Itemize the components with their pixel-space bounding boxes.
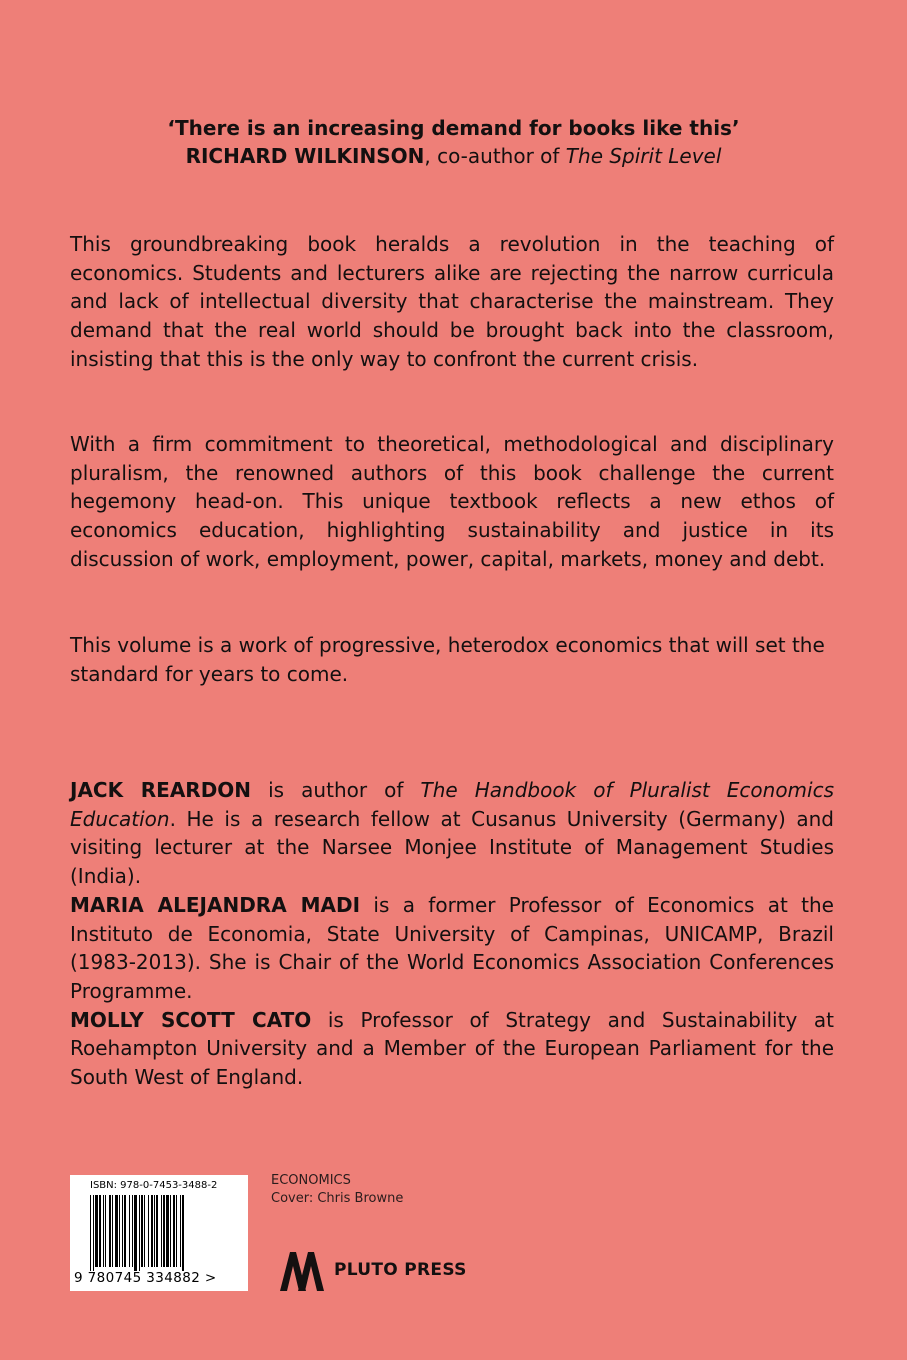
author-bio: [70, 891, 834, 1006]
quote-work-title: The Spirit Level: [565, 144, 722, 168]
publisher-name: PLUTO PRESS: [334, 1260, 467, 1280]
isbn-label: ISBN: 978-0-7453-3488-2: [90, 1180, 218, 1191]
blurb-paragraph: This groundbreaking book heralds a revolution in the teaching of economics. Students and lecturers alike are rejecting the narrow curricula and lack of intellectual diversity that characterise the mainstream. They demand that the real world should be brought back into the classroom, insisting that this is the only way to confront the current crisis.: [70, 232, 834, 371]
author-bio-text: is author of: [251, 778, 421, 802]
endorsement-quote: [0, 114, 907, 170]
book-meta: [271, 1172, 403, 1208]
isbn-barcode: [70, 1175, 248, 1291]
author-bio: [70, 1006, 834, 1092]
quote-role: , co-author of: [424, 144, 566, 168]
author-name: MOLLY SCOTT CATO: [70, 1007, 312, 1032]
author-bio-text: is Professor of Strategy and Sustainability at Roehampton University and a Member of the European Parliament for the South West of England.: [70, 1007, 834, 1090]
quote-text: ‘There is an increasing demand for books like this’: [167, 116, 740, 140]
publisher-logo: [278, 1248, 467, 1292]
blurb-paragraph: This volume is a work of progressive, heterodox economics that will set the standard for years to come.: [70, 633, 825, 686]
category-label: ECONOMICS: [271, 1173, 351, 1188]
blurb-paragraph: With a firm commitment to theoretical, methodological and disciplinary pluralism, the renowned authors of this book challenge the current hegemony head-on. This unique textbook reflects a new ethos of economics education, highlighting sustainability and justice in its discussion of work, employment, power, capital, markets, money and debt.: [70, 432, 834, 571]
barcode-digits: 9 780745 334882 >: [74, 1270, 217, 1286]
author-bios: [70, 776, 834, 1092]
author-book-title: The Handbook of Pluralist Economics Education: [70, 778, 835, 831]
author-name: MARIA ALEJANDRA MADI: [70, 892, 361, 917]
author-name: JACK REARDON: [70, 778, 252, 802]
author-bio-text: . He is a research fellow at Cusanus University (Germany) and visiting lecturer at the Narsee Monjee Institute of Management Studies (India).: [70, 806, 834, 889]
author-bio: [70, 776, 834, 891]
pluto-press-icon: [278, 1248, 326, 1292]
author-bio-text: is a former Professor of Economics at the Instituto de Economia, State University of Campinas, UNICAMP, Brazil (1983-2013). She is Chair of the World Economics Association Conferences Programme.: [70, 892, 834, 1003]
quote-author: RICHARD WILKINSON: [185, 144, 425, 168]
cover-credit: Cover: Chris Browne: [271, 1191, 404, 1206]
